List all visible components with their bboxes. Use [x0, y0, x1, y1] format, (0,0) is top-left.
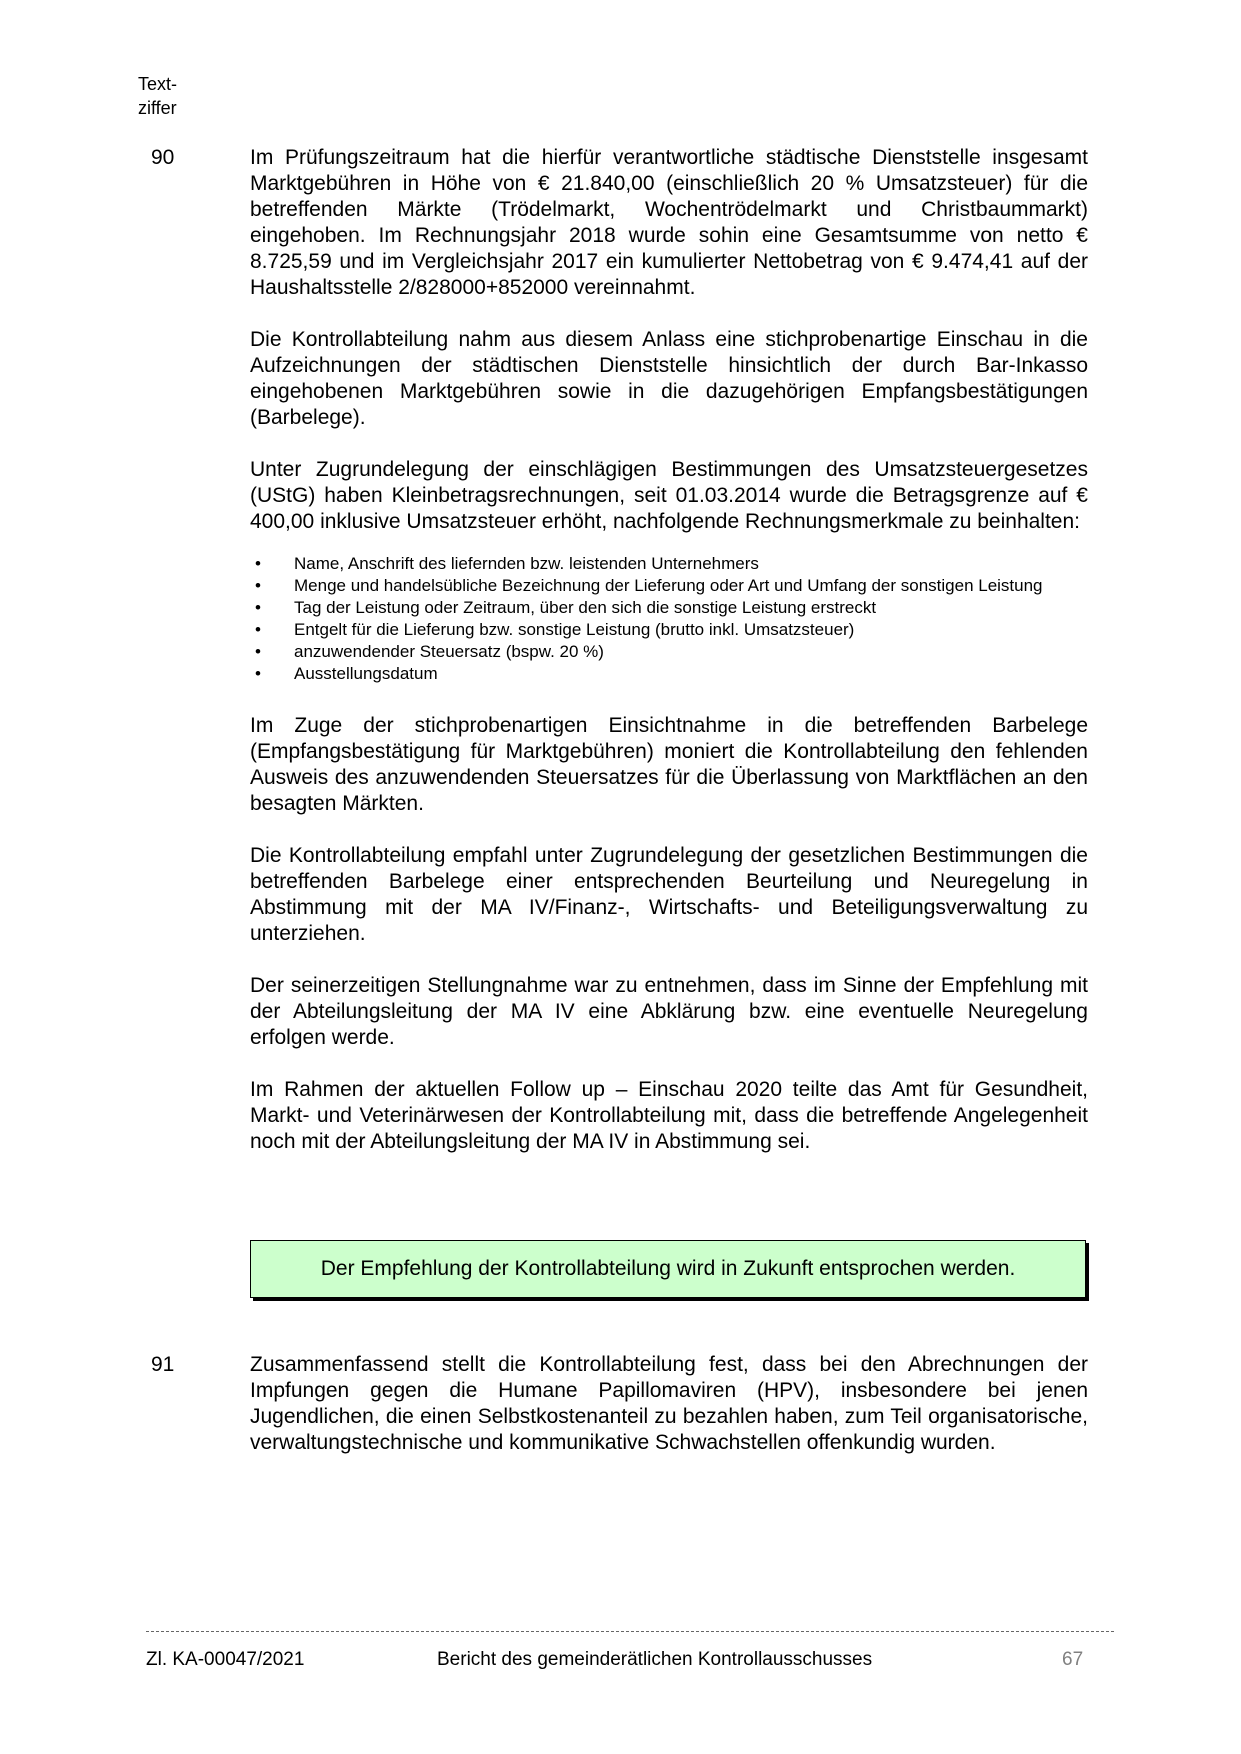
paragraph: Unter Zugrundelegung der einschlägigen Bestimmungen des Umsatzsteuergesetzes (UStG) haben Kleinbetragsrechnungen, seit 01.03.2014 wurde die Betragsgrenze auf € 400,00 inklusive Umsatzsteuer erhöht, nachfolgende Rechnungsmerkmale zu beinhalten:: [250, 458, 1088, 533]
paragraph: Zusammenfassend stellt die Kontrollabteilung fest, dass bei den Abrechnungen der Impfungen gegen die Humane Papillomaviren (HPV), insbesondere bei jenen Jugendlichen, die einen Selbstkostenanteil zu bezahlen haben, zum Teil organisatorische, verwaltungstechnische und kommunikative Schwachstellen offenkundig wurden.: [250, 1353, 1088, 1454]
section-number-90: 90: [151, 146, 175, 169]
section-number-91: 91: [151, 1353, 175, 1376]
page-number: 67: [1062, 1649, 1084, 1670]
bullet-icon: •: [255, 620, 261, 639]
footer-reference: Zl. KA-00047/2021: [146, 1649, 305, 1670]
invoice-criteria-list: [250, 553, 1088, 685]
paragraph: Im Rahmen der aktuellen Follow up – Einschau 2020 teilte das Amt für Gesundheit, Markt- und Veterinärwesen der Kontrollabteilung mit, dass die betreffende Angelegenheit noch mit der Abteilungsleitung der MA IV in Abstimmung sei.: [250, 1078, 1088, 1153]
paragraph: Die Kontrollabteilung empfahl unter Zugrundelegung der gesetzlichen Bestimmungen die betreffenden Barbelege einer entsprechenden Beurteilung und Neuregelung in Abstimmung mit der MA IV/Finanz-, Wirtschafts- und Beteiligungsverwaltung zu unterziehen.: [250, 844, 1088, 945]
section-90-body: [250, 145, 1088, 1155]
bullet-icon: •: [255, 554, 261, 573]
footer-title: Bericht des gemeinderätlichen Kontrollausschusses: [437, 1649, 873, 1670]
list-item: • Ausstellungsdatum: [255, 664, 438, 683]
footer-divider: [146, 1631, 1114, 1632]
textziffer-label-line1: Text-: [138, 74, 178, 94]
paragraph: Der seinerzeitigen Stellungnahme war zu entnehmen, dass im Sinne der Empfehlung mit der Abteilungsleitung der MA IV eine Abklärung bzw. eine eventuelle Neuregelung erfolgen werde.: [250, 974, 1088, 1049]
recommendation-box: Der Empfehlung der Kontrollabteilung wird in Zukunft entsprochen werden.: [250, 1240, 1086, 1298]
bullet-icon: •: [255, 642, 261, 661]
textziffer-header: [138, 72, 177, 120]
section-91-body: [250, 1352, 1088, 1456]
paragraph: Die Kontrollabteilung nahm aus diesem Anlass eine stichprobenartige Einschau in die Aufzeichnungen der städtischen Dienststelle hinsichtlich der durch Bar-Inkasso eingehobenen Marktgebühren sowie in die dazugehörigen Empfangsbestätigungen (Barbelege).: [250, 328, 1088, 429]
bullet-icon: •: [255, 664, 261, 683]
list-item: • Tag der Leistung oder Zeitraum, über den sich die sonstige Leistung erstreckt: [255, 598, 877, 617]
paragraph: Im Prüfungszeitraum hat die hierfür verantwortliche städtische Dienststelle insgesamt Marktgebühren in Höhe von € 21.840,00 (einschließlich 20 % Umsatzsteuer) für die betreffenden Märkte (Trödelmarkt, Wochentrödelmarkt und Christbaummarkt) eingehoben. Im Rechnungsjahr 2018 wurde sohin eine Gesamtsumme von netto € 8.725,59 und im Vergleichsjahr 2017 ein kumulierter Nettobetrag von € 9.474,41 auf der Haushaltsstelle 2/828000+852000 vereinnahmt.: [250, 146, 1088, 299]
textziffer-label-line2: ziffer: [138, 98, 177, 118]
paragraph: Im Zuge der stichprobenartigen Einsichtnahme in die betreffenden Barbelege (Empfangsbestätigung für Marktgebühren) moniert die Kontrollabteilung den fehlenden Ausweis des anzuwendenden Steuersatzes für die Überlassung von Marktflächen an den besagten Märkten.: [250, 714, 1088, 815]
list-item: • Entgelt für die Lieferung bzw. sonstige Leistung (brutto inkl. Umsatzsteuer): [255, 620, 855, 639]
bullet-icon: •: [255, 576, 261, 595]
list-item: • Name, Anschrift des liefernden bzw. leistenden Unternehmers: [255, 554, 759, 573]
list-item: • Menge und handelsübliche Bezeichnung der Lieferung oder Art und Umfang der sonstigen Leistung: [255, 576, 1043, 595]
bullet-icon: •: [255, 598, 261, 617]
list-item: • anzuwendender Steuersatz (bspw. 20 %): [255, 642, 604, 661]
